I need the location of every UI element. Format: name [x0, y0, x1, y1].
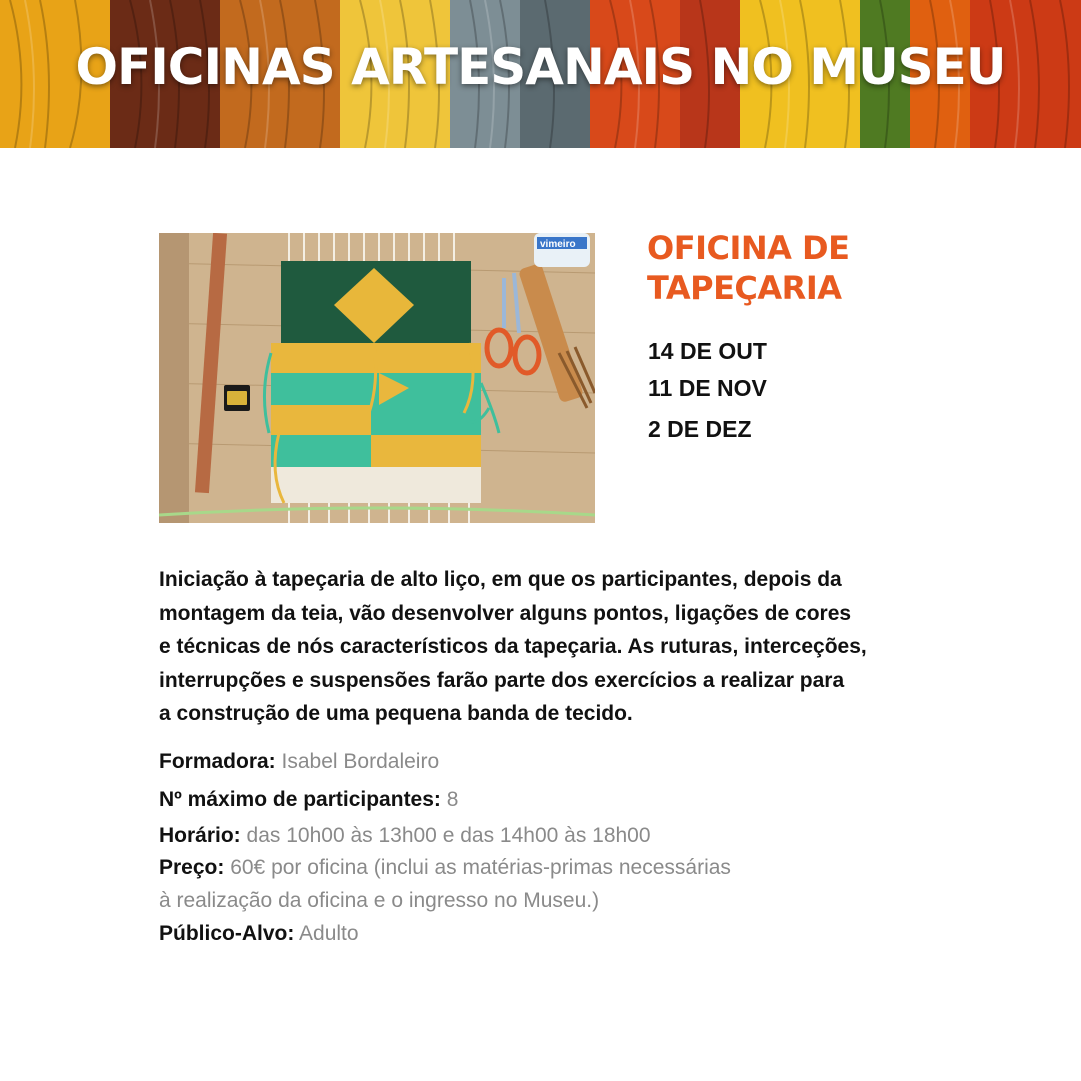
page-title: OFICINAS ARTESANAIS NO MUSEU: [75, 38, 1006, 96]
date-item: 11 DE NOV: [648, 375, 767, 401]
header-banner: [0, 0, 1081, 148]
max-participants-row: [159, 788, 458, 812]
max-participants-label: Nº máximo de participantes:: [159, 788, 441, 811]
max-participants-value: 8: [446, 788, 459, 811]
description-line: interrupções e suspensões farão parte dos exercícios a realizar para: [159, 668, 845, 692]
price-label: Preço:: [159, 856, 225, 879]
price-value-continued: à realização da oficina e o ingresso no Museu.): [159, 889, 600, 912]
schedule-value: das 10h00 às 13h00 e das 14h00 às 18h00: [246, 824, 651, 847]
workshop-dates: [648, 336, 767, 451]
audience-label: Público-Alvo:: [159, 922, 295, 945]
schedule-row: [159, 824, 651, 848]
price-row-continued: [159, 889, 599, 913]
workshop-title-line-2: TAPEÇARIA: [647, 269, 842, 307]
date-item: 14 DE OUT: [648, 338, 767, 364]
date-item: 2 DE DEZ: [648, 416, 752, 442]
price-row: [159, 856, 731, 880]
description-line: Iniciação à tapeçaria de alto liço, em que os participantes, depois da: [159, 568, 842, 591]
bottle-label: vimeiro: [540, 239, 576, 250]
trainer-value: Isabel Bordaleiro: [281, 750, 440, 773]
workshop-title-line-1: OFICINA DE: [647, 229, 850, 267]
description-line: e técnicas de nós característicos da tapeçaria. As ruturas, interceções,: [159, 635, 867, 658]
price-value: 60€ por oficina (inclui as matérias-primas necessárias: [230, 856, 731, 879]
audience-row: [159, 922, 359, 946]
description-line: montagem da teia, vão desenvolver alguns pontos, ligações de cores: [159, 601, 852, 625]
workshop-description: [159, 563, 959, 731]
workshop-title: [647, 228, 947, 308]
trainer-label: Formadora:: [159, 750, 276, 773]
tapestry-photo: [159, 233, 595, 523]
trainer-row: [159, 750, 439, 774]
schedule-label: Horário:: [159, 824, 241, 847]
description-line: a construção de uma pequena banda de tecido.: [159, 702, 633, 725]
audience-value: Adulto: [299, 922, 359, 945]
